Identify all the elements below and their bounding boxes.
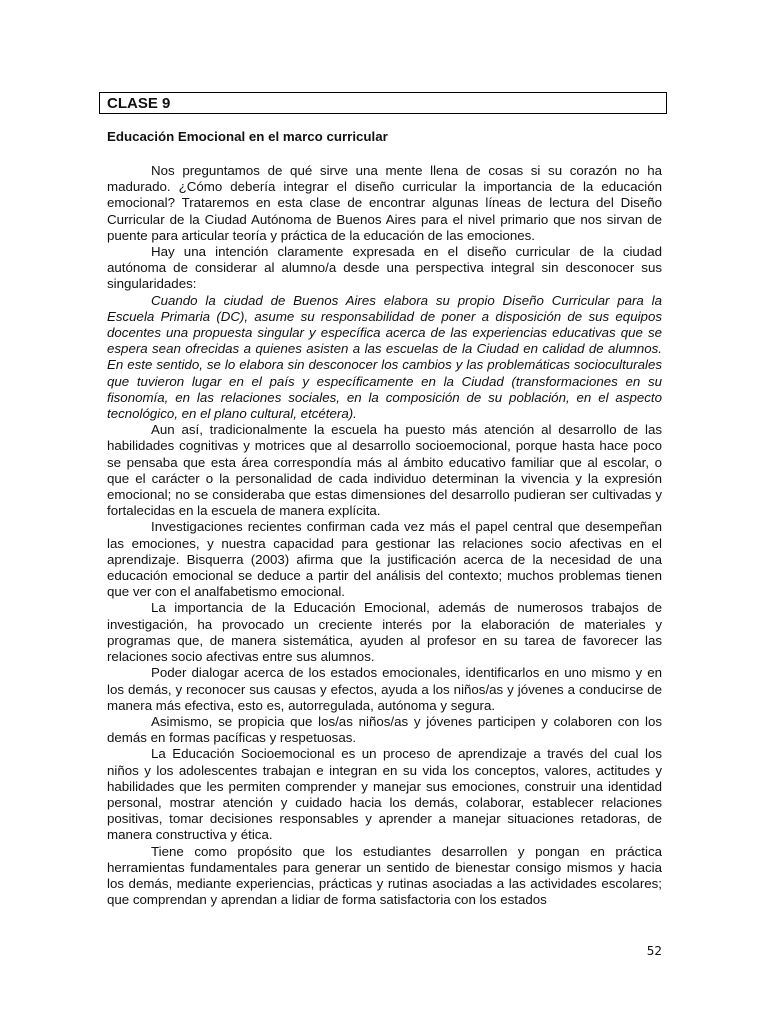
section-title: Educación Emocional en el marco curricular <box>107 129 388 144</box>
paragraph-socioemotional: La Educación Socioemocional es un proceso de aprendizaje a través del cual los niños y los adolescentes trabajan e integran en su vida los conceptos, valores, actitudes y habilidades que les permiten comprender y manejar sus emociones, construir una identidad personal, mostrar atención y cuidado hacia los demás, colaborar, establecer relaciones positivas, tomar decisiones responsables y aprender a manejar situaciones retadoras, de manera constructiva y ética. <box>107 746 662 843</box>
paragraph-dialogue: Poder dialogar acerca de los estados emocionales, identificarlos en uno mismo y en los demás, y reconocer sus causas y efectos, ayuda a los niños/as y jóvenes a conducirse de manera más efectiva, esto es, autorregulada, autónoma y segura. <box>107 665 662 713</box>
class-header-box <box>99 92 667 114</box>
paragraph-research: Investigaciones recientes confirman cada vez más el papel central que desempeñan las emociones, y nuestra capacidad para gestionar las relaciones socio afectivas en el aprendizaje. Bisquerra (2003) afirma que la justificación acerca de la necesidad de una educación emocional se deduce a partir del análisis del contexto; muchos problemas tienen que ver con el analfabetismo emocional. <box>107 519 662 600</box>
page-number: 52 <box>646 944 662 958</box>
paragraph-participation: Asimismo, se propicia que los/as niños/as y jóvenes participen y colaboren con los demás en formas pacíficas y respetuosas. <box>107 713 662 746</box>
paragraph-importance: La importancia de la Educación Emocional, además de numerosos trabajos de investigación, ha provocado un creciente interés por la elaboración de materiales y programas que, de manera sistemática, ayuden al profesor en su tarea de favorecer las relaciones socio afectivas entre sus alumnos. <box>107 600 662 665</box>
paragraph-purpose: Tiene como propósito que los estudiantes desarrollen y pongan en práctica herramientas fundamentales para generar un sentido de bienestar consigo mismos y hacia los demás, mediante experiencias, prácticas y rutinas asociadas a las actividades escolares; que comprendan y aprendan a lidiar de forma satisfactoria con los estados <box>107 843 662 908</box>
paragraph-intro: Nos preguntamos de qué sirve una mente llena de cosas si su corazón no ha madurado. ¿Cómo debería integrar el diseño curricular la importancia de la educación emocional? Trataremos en esta clase de encontrar algunas líneas de lectura del Diseño Curricular de la Ciudad Autónoma de Buenos Aires para el nivel primario que nos sirvan de puente para articular teoría y práctica de la educación de las emociones. <box>107 163 662 243</box>
paragraph-tradition: Aun así, tradicionalmente la escuela ha puesto más atención al desarrollo de las habilidades cognitivas y motrices que al desarrollo socioemocional, porque hasta hace poco se pensaba que esta área correspondía más al ámbito educativo familiar que al escolar, o que el carácter o la personalidad de cada individuo determinan la vivencia y la expresión emocional; no se consideraba que estas dimensiones del desarrollo pudieran ser cultivadas y fortalecidas en la escuela de manera explícita. <box>107 422 662 519</box>
quote-paragraph: Cuando la ciudad de Buenos Aires elabora su propio Diseño Curricular para la Escuela Primaria (DC), asume su responsabilidad de poner a disposición de sus equipos docentes una propuesta singular y específica acerca de las experiencias educativas que se espera sean ofrecidas a quienes asisten a las escuelas de la Ciudad en calidad de alumnos. En este sentido, se lo elabora sin desconocer los cambios y las problemáticas socioculturales que tuvieron lugar en el país y específicamente en la Ciudad (transformaciones en su fisonomía, en las relaciones sociales, en la composición de su población, en el aspecto tecnológico, en el plano cultural, etcétera). <box>107 292 662 422</box>
class-label: CLASE 9 <box>107 95 171 112</box>
body-text <box>107 163 662 908</box>
paragraph-intention: Hay una intención claramente expresada en el diseño curricular de la ciudad autónoma de considerar al alumno/a desde una perspectiva integral sin desconocer sus singularidades: <box>107 244 662 292</box>
